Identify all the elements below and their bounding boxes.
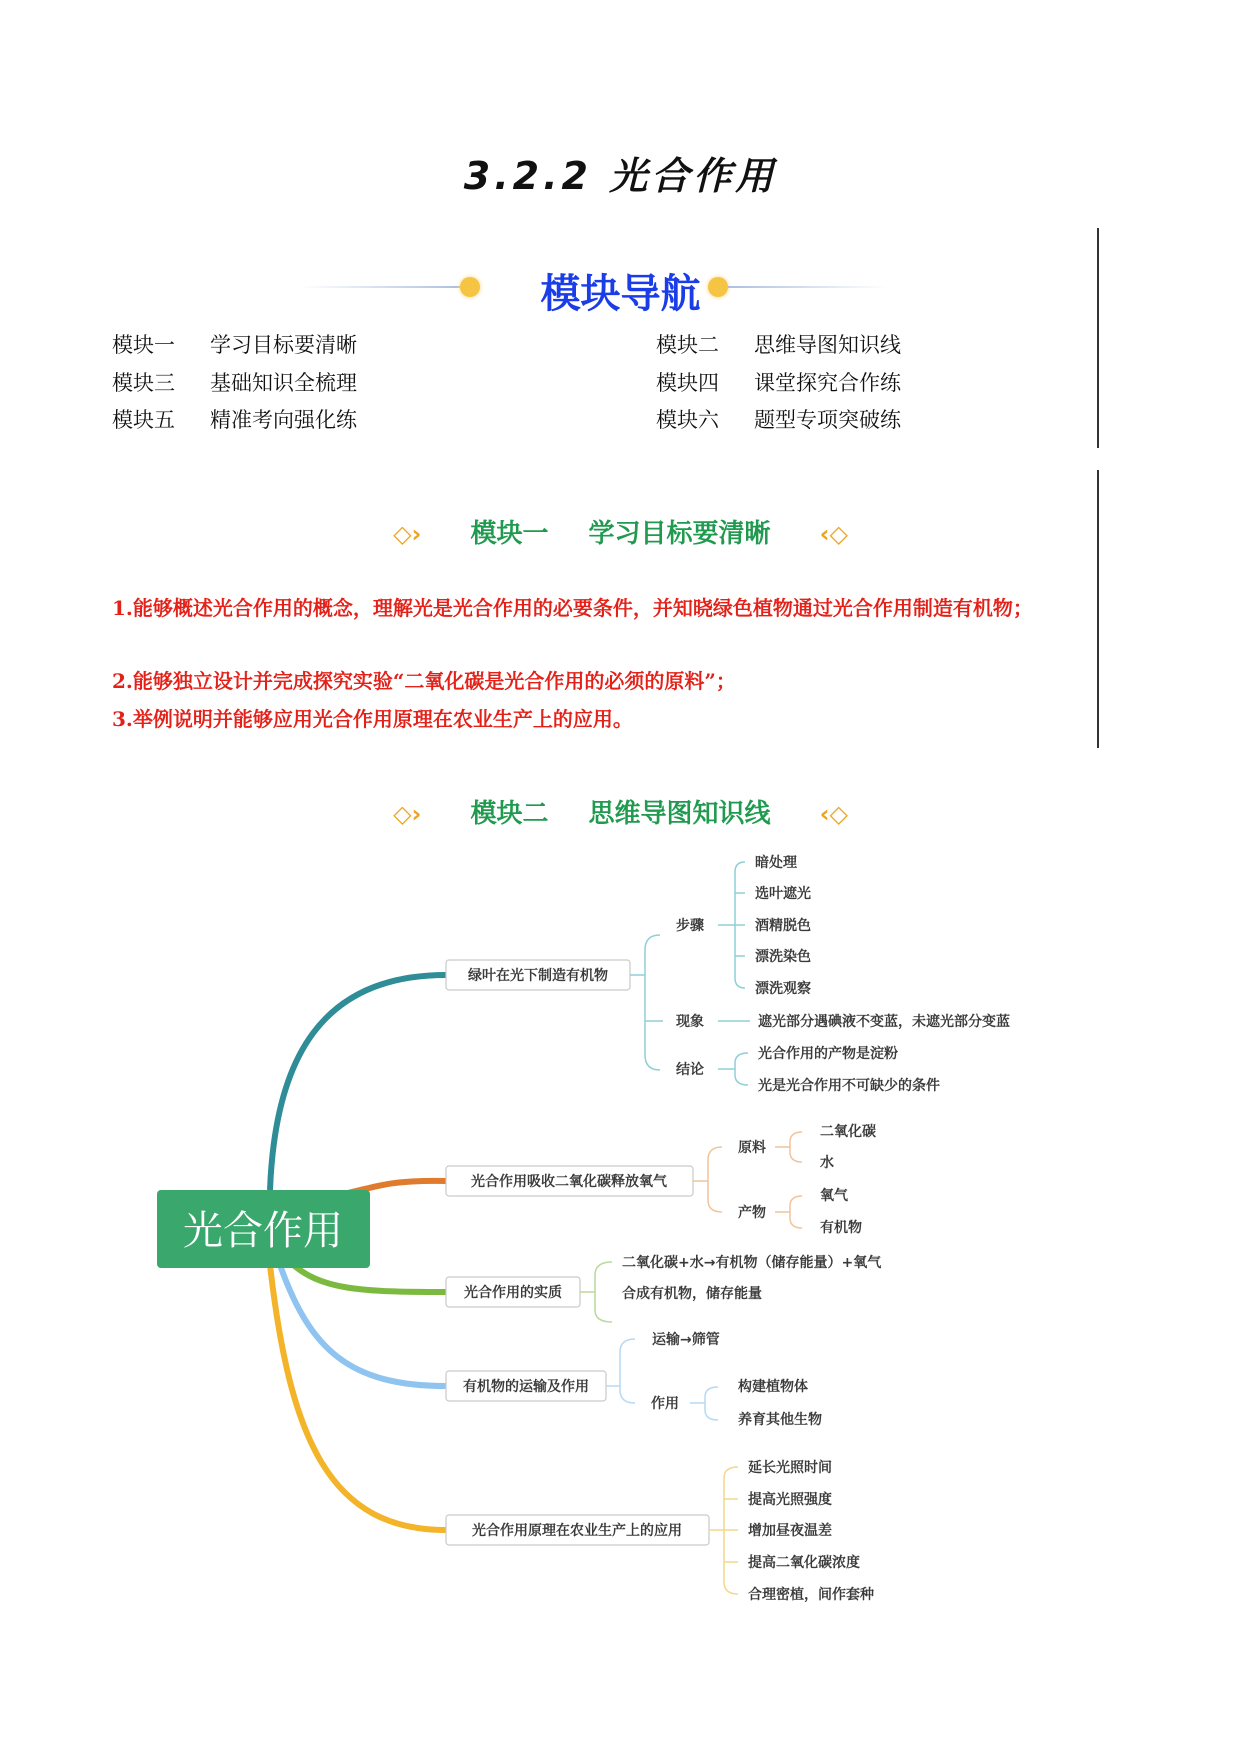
mm-steps-label: 步骤 <box>676 918 704 934</box>
mm-product: 氧气 <box>820 1188 848 1204</box>
mm-application: 提高光照强度 <box>748 1492 832 1508</box>
mm-use: 构建植物体 <box>738 1379 808 1395</box>
branch-label-5: 光合作用原理在农业生产上的应用 <box>472 1523 682 1539</box>
mm-raw-label: 原料 <box>738 1140 766 1156</box>
nav-item-3[interactable]: 模块三 基础知识全梳理 <box>112 371 357 395</box>
mm-step: 选叶遮光 <box>755 886 811 902</box>
mm-essence: 合成有机物，储存能量 <box>622 1286 762 1302</box>
branch-line-1 <box>270 975 446 1190</box>
branch-line-4 <box>280 1265 446 1386</box>
mm-application: 延长光照时间 <box>748 1460 832 1476</box>
mm-phenomenon-label: 现象 <box>676 1014 704 1030</box>
mm-phenomenon-text: 遮光部分遇碘液不变蓝，未遮光部分变蓝 <box>758 1014 1010 1030</box>
mm-step: 暗处理 <box>755 855 797 871</box>
branch-label-4: 有机物的运输及作用 <box>463 1379 589 1395</box>
nav-item-4[interactable]: 模块四 课堂探究合作练 <box>656 371 901 395</box>
mindmap-root: 光合作用 <box>183 1208 343 1254</box>
nav-item-2[interactable]: 模块二 思维导图知识线 <box>656 333 901 357</box>
mm-application: 合理密植，间作套种 <box>748 1587 874 1603</box>
mm-step: 漂洗染色 <box>755 949 811 965</box>
nav-item-6[interactable]: 模块六 题型专项突破练 <box>656 408 901 432</box>
mm-raw: 水 <box>820 1155 834 1171</box>
mm-conclusion-label: 结论 <box>676 1062 704 1078</box>
branch-label-2: 光合作用吸收二氧化碳释放氧气 <box>471 1174 667 1190</box>
nav-heading: 模块导航 <box>540 271 701 317</box>
mm-essence: 二氧化碳+水→有机物（储存能量）+氧气 <box>622 1255 882 1271</box>
mm-raw: 二氧化碳 <box>820 1124 876 1140</box>
mm-use: 养育其他生物 <box>738 1412 822 1428</box>
branch-label-3: 光合作用的实质 <box>464 1285 562 1301</box>
mm-conclusion: 光是光合作用不可缺少的条件 <box>758 1078 940 1094</box>
diamond-ornament-icon: ◇› <box>393 520 422 548</box>
module1-heading: ◇› 模块一 学习目标要清晰 ‹◇ <box>393 519 848 549</box>
mm-use-label: 作用 <box>651 1396 679 1412</box>
mm-conclusion: 光合作用的产物是淀粉 <box>758 1046 898 1062</box>
branch-label-1: 绿叶在光下制造有机物 <box>468 968 608 984</box>
mm-step: 漂洗观察 <box>755 981 811 997</box>
goal-3: 3.举例说明并能够应用光合作用原理在农业生产上的应用。 <box>112 707 633 731</box>
diamond-ornament-icon: ‹◇ <box>819 520 848 548</box>
mm-product-label: 产物 <box>738 1205 766 1221</box>
goal-1: 1.能够概述光合作用的概念，理解光是光合作用的必要条件，并知晓绿色植物通过光合作用制造有机物； <box>112 596 1033 620</box>
page-title: 3.2.2 光合作用 <box>463 154 778 198</box>
mm-application: 提高二氧化碳浓度 <box>748 1555 860 1571</box>
mm-transport: 运输→筛管 <box>652 1332 720 1348</box>
mm-step: 酒精脱色 <box>755 918 811 934</box>
nav-item-5[interactable]: 模块五 精准考向强化练 <box>112 408 357 432</box>
nav-item-1[interactable]: 模块一 学习目标要清晰 <box>112 333 357 357</box>
diamond-ornament-icon: ◇› <box>393 800 422 828</box>
diamond-ornament-icon: ‹◇ <box>819 800 848 828</box>
mm-product: 有机物 <box>820 1220 862 1236</box>
module2-heading: ◇› 模块二 思维导图知识线 ‹◇ <box>393 799 848 829</box>
goal-2: 2.能够独立设计并完成探究实验“二氧化碳是光合作用的必须的原料”； <box>112 669 736 693</box>
mm-application: 增加昼夜温差 <box>748 1523 832 1539</box>
